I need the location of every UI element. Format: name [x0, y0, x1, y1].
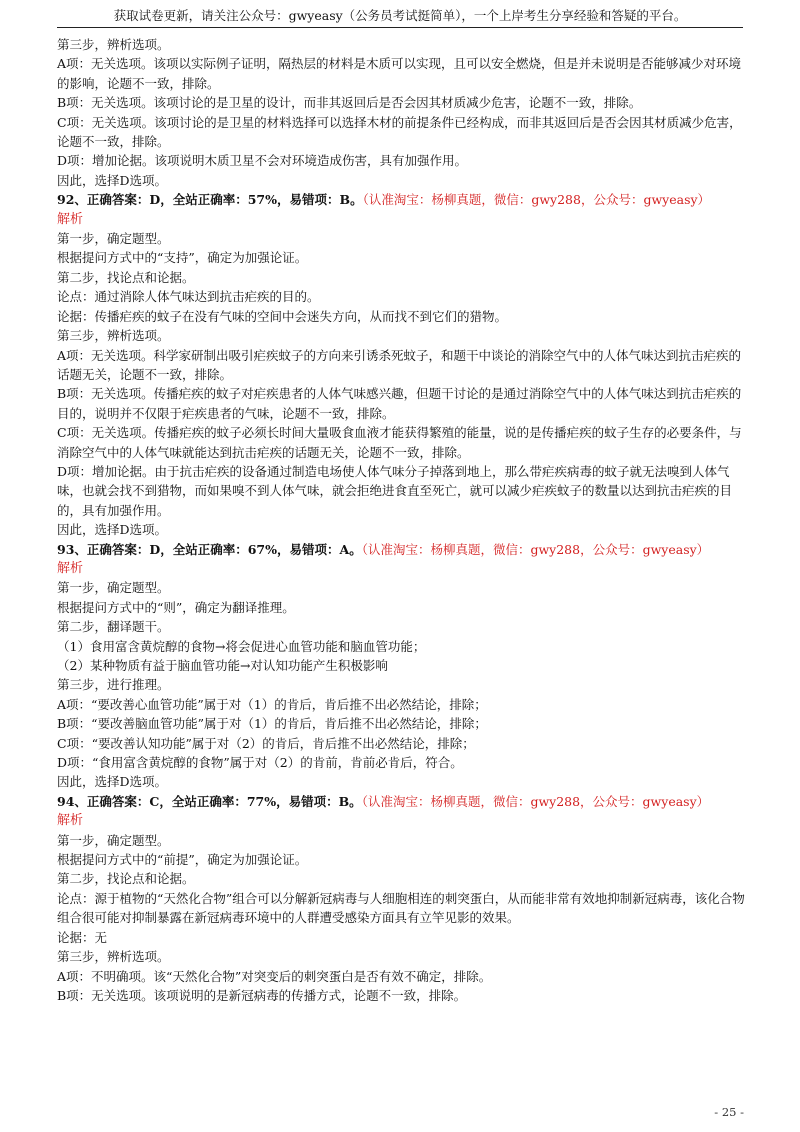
paragraph: A项：无关选项。该项以实际例子证明，隔热层的材料是木质可以实现，且可以安全燃烧，但是并未说明是否能够减少对环境的影响，论题不一致，排除。 — [57, 56, 742, 91]
text-line: C项：“要改善认知功能”属于对（2）的肯后，肯后推不出必然结论，排除； — [57, 735, 475, 751]
paragraph: A项：无关选项。科学家研制出吸引疟疾蚊子的方向来引诱杀死蚊子，和题干中谈论的消除空气中的人体气味达到抗击疟疾的话题无关，论题不一致，排除。 — [57, 347, 742, 382]
text-line: D项：“食用富含黄烷醇的食物”属于对（2）的肯前，肯前必肯后，符合。 — [57, 755, 463, 771]
answer-heading — [57, 190, 747, 209]
text-line: B项：无关选项。该项讨论的是卫星的设计，而非其返回后是否会因其材质减少危害，论题不一致，排除。 — [57, 95, 642, 111]
paragraph: D项：增加论据。由于抗击疟疾的设备通过制造电场使人体气味分子掉落到地上，那么带疟疾病毒的蚊子就无法嗅到人体气味，也就会找不到猎物，而如果嗅不到人体气味，就会拒绝进食直至死亡，就可以减少疟疾蚊子的数量以达到抗击疟疾的目的，具有加强作用。 — [57, 463, 733, 518]
text-line: 第三步，辨析选项。 — [57, 328, 170, 344]
paragraph: C项：无关选项。传播疟疾的蚊子必须长时间大量吸食血液才能获得繁殖的能量，说的是传播疟疾的蚊子生存的必要条件，与消除空气中的人体气味就能达到抗击疟疾的话题无关，论题不一致，排除。 — [57, 425, 742, 460]
text-line: 因此，选择D选项。 — [57, 172, 168, 188]
answer-summary: 92、正确答案：D，全站正确率：57%，易错项：B。 — [57, 192, 363, 208]
page-header: 获取试卷更新，请关注公众号：gwyeasy（公务员考试挺简单），一个上岸考生分享经验和答疑的平台。 — [113, 8, 687, 23]
text-line: B项：“要改善脑血管功能”属于对（1）的肯后，肯后推不出必然结论，排除； — [57, 716, 487, 732]
text-line: 论据：无 — [57, 929, 108, 945]
text-line: 第三步，进行推理。 — [57, 677, 170, 693]
text-line: 第一步，确定题型。 — [57, 231, 170, 247]
analysis-label: 解析 — [57, 560, 84, 576]
text-line: 第二步，翻译题干。 — [57, 619, 170, 635]
header-rule — [57, 27, 743, 28]
paragraph: 论点：源于植物的“天然化合物”组合可以分解新冠病毒与人细胞相连的刺突蛋白，从而能非常有效地抑制新冠病毒，该化合物组合很可能对抑制暴露在新冠病毒环境中的人群遭受感染方面具有立竿见影的效果。 — [57, 890, 745, 926]
text-line: A项：不明确项。该“天然化合物”对突变后的刺突蛋白是否有效不确定，排除。 — [57, 968, 492, 984]
text-line: 根据提问方式中的“前提”，确定为加强论证。 — [57, 852, 308, 868]
page-number: - 25 - — [714, 1105, 744, 1119]
text-line: 论点：通过消除人体气味达到抗击疟疾的目的。 — [57, 289, 320, 305]
source-note: （认准淘宝：杨柳真题，微信：gwy288，公众号：gwyeasy） — [362, 192, 711, 208]
text-line: 根据提问方式中的“支持”，确定为加强论证。 — [57, 250, 308, 266]
text-line: 第一步，确定题型。 — [57, 580, 170, 596]
analysis-label: 解析 — [57, 211, 84, 227]
source-note: （认准淘宝：杨柳真题，微信：gwy288，公众号：gwyeasy） — [361, 541, 710, 557]
answer-heading — [57, 540, 747, 559]
text-line: 根据提问方式中的“则”，确定为翻译推理。 — [57, 599, 295, 615]
text-line: 第二步，找论点和论据。 — [57, 269, 195, 285]
text-line: （2）某种物质有益于脑血管功能→对认知功能产生积极影响 — [57, 658, 388, 673]
text-line: （1）食用富含黄烷醇的食物→将会促进心血管功能和脑血管功能； — [57, 638, 426, 654]
text-line: 第一步，确定题型。 — [57, 832, 170, 848]
text-line: B项：无关选项。该项说明的是新冠病毒的传播方式，论题不一致，排除。 — [57, 987, 467, 1003]
answer-heading — [57, 792, 747, 811]
answer-summary: 93、正确答案：D，全站正确率：67%，易错项：A。 — [57, 541, 362, 557]
text-line: D项：增加论据。该项说明木质卫星不会对环境造成伤害，具有加强作用。 — [57, 153, 468, 169]
text-line: 论据：传播疟疾的蚊子在没有气味的空间中会迷失方向，从而找不到它们的猎物。 — [57, 308, 508, 324]
analysis-label: 解析 — [57, 813, 84, 829]
text-line: 第三步，辨析选项。 — [57, 949, 170, 965]
paragraph: C项：无关选项。该项讨论的是卫星的材料选择可以选择木材的前提条件已经构成，而非其返回后是否会因其材质减少危害，论题不一致，排除。 — [57, 114, 742, 150]
source-note: （认准淘宝：杨柳真题，微信：gwy288，公众号：gwyeasy） — [361, 793, 710, 809]
text-line: 因此，选择D选项。 — [57, 774, 168, 790]
document-body — [57, 35, 747, 1005]
paragraph: B项：无关选项。传播疟疾的蚊子对疟疾患者的人体气味感兴趣，但题干讨论的是通过消除空气中的人体气味达到抗击疟疾的目的，说明并不仅限于疟疾患者的气味，论题不一致，排除。 — [57, 386, 742, 421]
text-line: 第二步，找论点和论据。 — [57, 871, 195, 887]
answer-summary: 94、正确答案：C，全站正确率：77%，易错项：B。 — [57, 793, 362, 809]
text-line: 第三步，辨析选项。 — [57, 37, 170, 52]
text-line: A项：“要改善心血管功能”属于对（1）的肯后，肯后推不出必然结论，排除； — [57, 696, 487, 712]
text-line: 因此，选择D选项。 — [57, 522, 168, 538]
